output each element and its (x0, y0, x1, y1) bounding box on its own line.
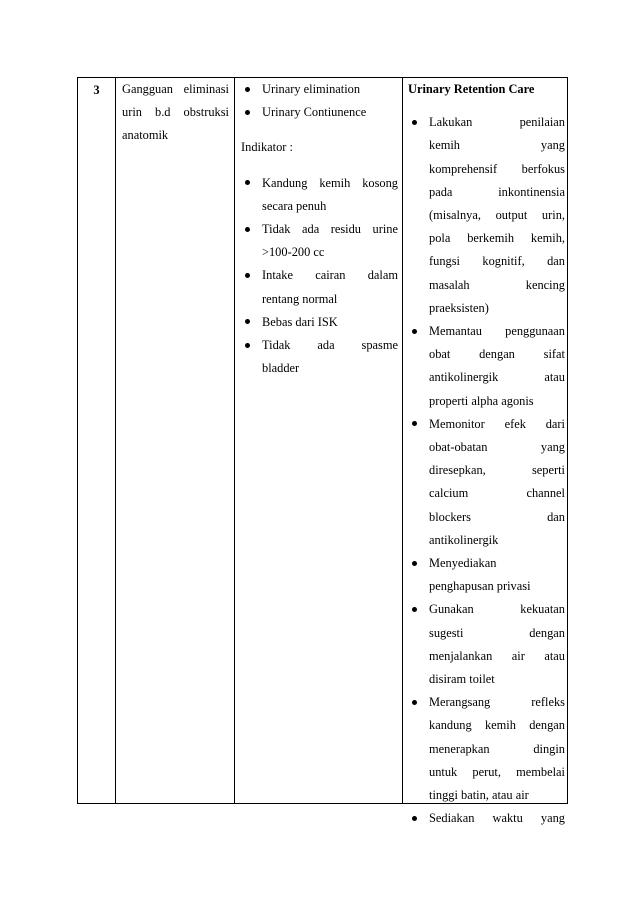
outcomes-cell (235, 78, 402, 803)
bullet-icon (412, 700, 417, 705)
outcome-list (241, 78, 398, 124)
outcome-item: Urinary Contiunence (241, 101, 398, 124)
row-number: 3 (93, 83, 100, 97)
interventions-cell (403, 78, 569, 826)
indicator-item: Intake cairan dalam rentang normal (241, 264, 398, 310)
bullet-icon (245, 343, 250, 348)
intervention-item: Lakukan penilaian kemih yang komprehensif berfokus pada inkontinensia (misalnya, output urin, pola berkemih kemih, fungsi kognitif, dan masalah kencing praeksisten) (408, 111, 565, 320)
indicator-heading: Indikator : (241, 140, 293, 155)
bullet-icon (245, 110, 250, 115)
intervention-heading: Urinary Retention Care (408, 82, 535, 96)
diagnosis-line: anatomik (122, 128, 169, 143)
bullet-icon (412, 120, 417, 125)
bullet-icon (245, 87, 250, 92)
intervention-item: Memonitor efek dari obat-obatan yang diresepkan, seperti calcium channel blockers dan antikolinergik (408, 413, 565, 552)
intervention-item: Memantau penggunaan obat dengan sifat antikolinergik atau properti alpha agonis (408, 320, 565, 413)
care-plan-table (77, 77, 568, 826)
indicator-item: Bebas dari ISK (241, 311, 398, 334)
bullet-icon (412, 816, 417, 821)
bullet-icon (412, 329, 417, 334)
intervention-item: Gunakan kekuatan sugesti dengan menjalankan air atau disiram toilet (408, 598, 565, 691)
intervention-item: Merangsang refleks kandung kemih dengan menerapkan dingin untuk perut, membelai tinggi batin, atau air (408, 691, 565, 807)
bullet-icon (412, 561, 417, 566)
row-number-cell (78, 78, 115, 803)
outcome-item: Urinary elimination (241, 78, 398, 101)
indicator-list (241, 172, 398, 381)
bullet-icon (412, 607, 417, 612)
intervention-item: Sediakan waktu yang (408, 807, 565, 830)
bullet-icon (412, 421, 417, 426)
bullet-icon (245, 273, 250, 278)
intervention-list (408, 111, 565, 830)
diagnosis-line: urin b.d obstruksi (122, 105, 229, 120)
bullet-icon (245, 319, 250, 324)
intervention-item: Menyediakan penghapusan privasi (408, 552, 565, 598)
bullet-icon (245, 227, 250, 232)
indicator-item: Kandung kemih kosong secara penuh (241, 172, 398, 218)
indicator-item: Tidak ada spasme bladder (241, 334, 398, 380)
diagnosis-line: Gangguan eliminasi (122, 82, 229, 96)
bullet-icon (245, 180, 250, 185)
indicator-item: Tidak ada residu urine >100-200 cc (241, 218, 398, 264)
diagnosis-cell (116, 78, 234, 803)
